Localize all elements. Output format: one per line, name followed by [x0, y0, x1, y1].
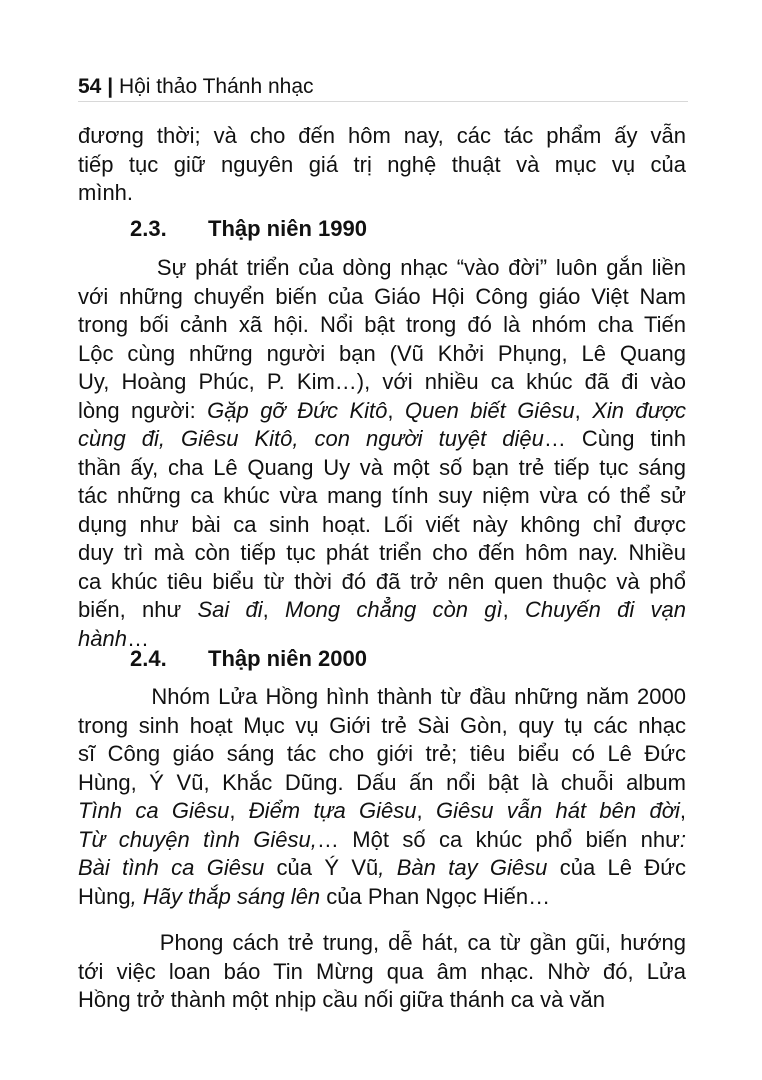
text-line [78, 568, 686, 597]
text-run: , [387, 397, 405, 423]
text-line [78, 511, 686, 540]
section-heading: Thập niên 2000 [208, 646, 367, 671]
text-run: với những chuyển biến của Giáo Hội Công giáo Việt Nam [78, 283, 686, 309]
text-run: Phong cách trẻ trung, dễ hát, ca từ gần gũi, hướng [78, 930, 686, 955]
text-run: duy trì mà còn tiếp tục phát triển cho đến hôm nay. Nhiều [78, 540, 686, 565]
text-run: … [126, 625, 149, 651]
text-line [78, 283, 686, 312]
text-line [78, 454, 686, 483]
italic-title: Giêsu vẫn hát bên đời [435, 798, 680, 823]
text-line [78, 929, 686, 958]
italic-title: , Bàn tay Giêsu [378, 855, 548, 880]
text-run: mình. [78, 180, 134, 205]
italic-title: Tình ca Giêsu [78, 798, 230, 823]
text-run: Hùng, Ý Vũ, Khắc Dũng. Dấu ấn nổi bật là chuỗi album [78, 769, 686, 795]
text-run: , [416, 798, 436, 823]
italic-title: Sai đi [197, 597, 263, 622]
text-run: Hùng [78, 883, 131, 909]
text-line [78, 958, 686, 987]
text-run: Nhóm Lửa Hồng hình thành từ đầu những năm 2000 [78, 684, 686, 709]
text-run: Lộc cùng những người bạn (Vũ Khởi Phụng, Lê Quang [78, 340, 686, 366]
text-run: biến, như [78, 597, 198, 622]
text-run: trong sinh hoạt Mục vụ Giới trẻ Sài Gòn, quy tụ các nhạc [78, 712, 686, 738]
text-run: Sự phát triển của dòng nhạc “vào đời” luôn gắn liền [78, 255, 686, 280]
text-run: ca khúc tiêu biểu từ thời đó đã trở nên quen thuộc và phổ [78, 568, 686, 594]
text-line [78, 397, 686, 426]
section-heading: Thập niên 1990 [208, 216, 367, 241]
text-line [78, 254, 686, 283]
paragraph [78, 929, 686, 1015]
text-run: của Lê Đức [547, 855, 686, 880]
italic-title: Quen biết Giêsu [404, 397, 575, 423]
text-run: , [679, 798, 687, 823]
text-run: dụng như bài ca sinh hoạt. Lối viết này không chỉ được [78, 511, 686, 537]
text-line [78, 539, 686, 568]
text-run: Uy, Hoàng Phúc, P. Kim…), với nhiều ca khúc đã đi vào [78, 369, 686, 394]
italic-title: Mong chẳng còn gì [285, 597, 503, 622]
text-run: , [574, 397, 593, 423]
text-line [78, 482, 686, 511]
text-line [78, 368, 686, 397]
text-line [78, 712, 686, 741]
text-line [78, 625, 686, 654]
italic-title: Điểm tựa Giêsu [248, 798, 417, 823]
text-run: tới việc loan báo Tin Mừng qua âm nhạc. Nhờ đó, Lửa [78, 958, 686, 984]
italic-title: Gặp gỡ Đức Kitô [207, 397, 388, 423]
text-line [78, 797, 686, 826]
text-line [78, 425, 686, 454]
paragraph [78, 254, 686, 653]
italic-title: : [679, 826, 686, 852]
header-separator: | [107, 75, 114, 98]
header-divider [78, 101, 688, 102]
text-run: tác những ca khúc vừa mang tính suy niệm vừa có thể sử [78, 483, 686, 508]
text-run: , [262, 597, 286, 622]
section-number: 2.4. [130, 646, 167, 671]
italic-title: Xin được [592, 397, 686, 423]
running-header [78, 73, 314, 101]
italic-title: Chuyến đi vạn [525, 597, 686, 622]
text-run: tiếp tục giữ nguyên giá trị nghệ thuật và mục vụ của [78, 151, 686, 177]
text-line [78, 340, 686, 369]
text-line [78, 854, 686, 883]
italic-title: hành [78, 625, 127, 651]
text-line [78, 986, 686, 1015]
text-run: , [502, 597, 526, 622]
section-number: 2.3. [130, 216, 167, 241]
text-run: sĩ Công giáo sáng tác cho giới trẻ; tiêu biểu có Lê Đức [78, 741, 686, 766]
text-run: đương thời; và cho đến hôm nay, các tác phẩm ấy vẫn [78, 123, 686, 148]
italic-title: , Hãy thắp sáng lên [130, 883, 321, 909]
text-run: , [229, 798, 249, 823]
text-line [78, 311, 686, 340]
text-run: của Phan Ngọc Hiến… [320, 883, 551, 909]
text-line [78, 151, 686, 180]
text-line [78, 769, 686, 798]
text-run: thần ấy, cha Lê Quang Uy và một số bạn trẻ tiếp tục sáng [78, 454, 686, 480]
text-line [78, 883, 686, 912]
paragraph [78, 683, 686, 911]
text-line [78, 740, 686, 769]
text-run: Hồng trở thành một nhịp cầu nối giữa thánh ca và văn [78, 987, 605, 1012]
text-run: của Ý Vũ [264, 855, 379, 880]
paragraph [78, 122, 686, 208]
italic-title: Bài tình ca Giêsu [78, 855, 265, 880]
text-line [78, 683, 686, 712]
text-run: … Cùng tinh [543, 426, 686, 451]
text-run: lòng người: [78, 397, 208, 423]
italic-title: Từ chuyện tình Giêsu, [78, 826, 317, 852]
page-number: 54 [78, 75, 102, 98]
italic-title: cùng đi, Giêsu Kitô, con người tuyệt diệu [78, 426, 544, 451]
text-run: … Một số ca khúc phổ biến như [316, 826, 680, 852]
text-run: trong bối cảnh xã hội. Nổi bật trong đó là nhóm cha Tiến [78, 312, 686, 337]
text-line [78, 596, 686, 625]
text-line [78, 826, 686, 855]
text-line [78, 179, 686, 208]
text-line [78, 122, 686, 151]
book-title: Hội thảo Thánh nhạc [118, 75, 314, 98]
